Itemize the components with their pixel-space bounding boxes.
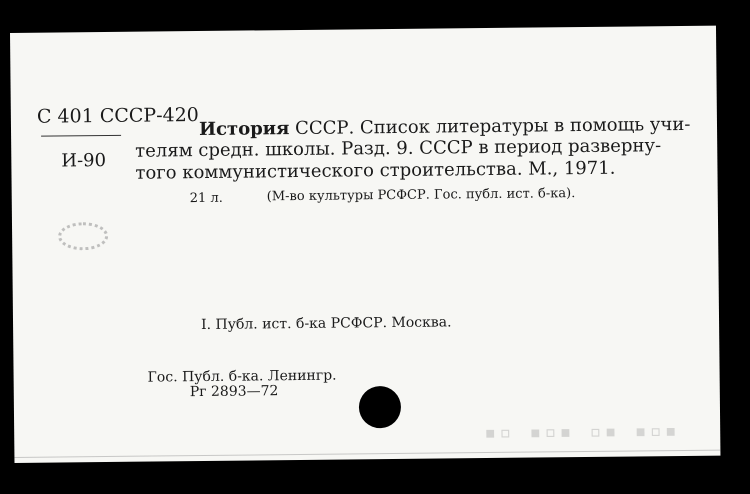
card-edge-line (14, 450, 720, 458)
faded-stamp: ▪▫ ▪▫▪ ▫▪ ▪▫▪ (484, 418, 680, 445)
ink-smudge (58, 222, 108, 251)
shelf-mark: С 401 СССР-420 (36, 104, 199, 128)
title-line-3: того коммунистического строительства. М., 1971. (135, 157, 616, 184)
page-count: 21 л. (189, 190, 223, 207)
added-entry: I. Публ. ист. б-ка РСФСР. Москва. (200, 314, 452, 334)
registration-number: Рг 2893—72 (189, 383, 279, 401)
publisher-note: (М-во культуры РСФСР. Гос. публ. ист. б-ка). (266, 186, 576, 205)
cutter-number: И-90 (61, 150, 107, 172)
catalog-card (10, 26, 720, 463)
punch-hole (359, 386, 401, 428)
title-line-2: телям средн. школы. Разд. 9. СССР в период разверну- (135, 135, 662, 162)
holding-library: Гос. Публ. б-ка. Ленингр. (147, 367, 337, 386)
title-text: СССР. Список литературы в помощь учи- (289, 113, 691, 140)
shelf-mark-divider (41, 135, 121, 137)
title-heading: История (198, 118, 290, 141)
